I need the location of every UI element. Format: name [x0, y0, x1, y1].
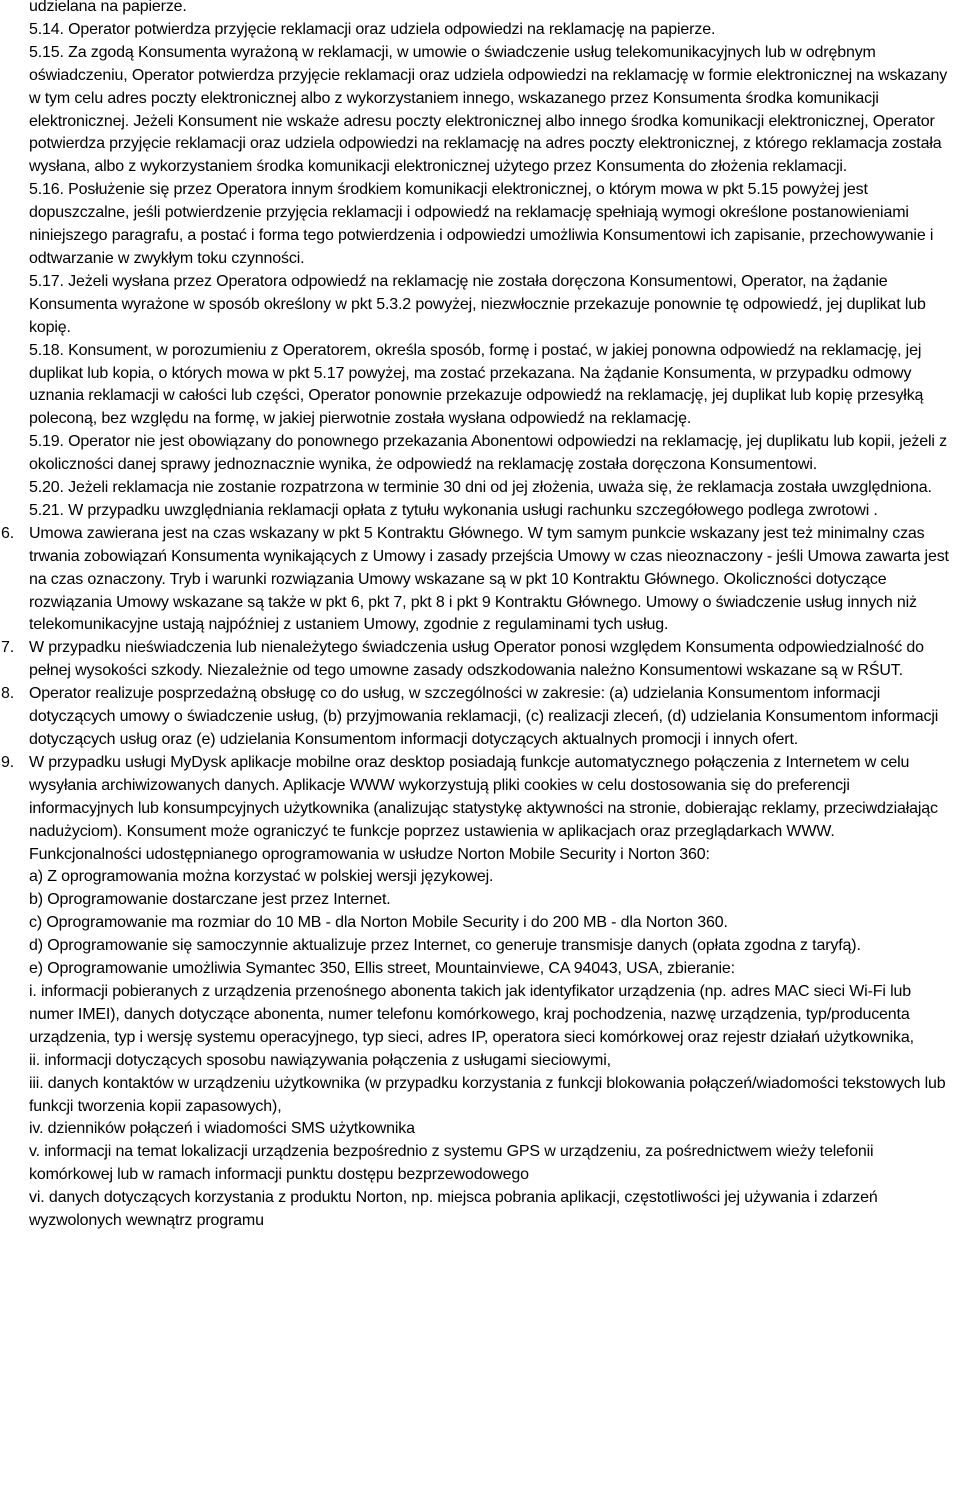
- norton-point-v: v. informacji na temat lokalizacji urządzenia bezpośrednio z systemu GPS w urządzeniu, za pośrednictwem wieży telefonii komórkowej lub w ramach informacji punktu dostępu bezprzewodowego: [29, 1143, 874, 1184]
- norton-point-iii: iii. danych kontaktów w urządzeniu użytkownika (w przypadku korzystania z funkcji blokowania połączeń/wiadomości tekstowych lub funkcji tworzenia kopii zapasowych),: [29, 1074, 946, 1115]
- list-item-8: [0, 683, 958, 752]
- norton-point-vi: vi. danych dotyczących korzystania z produktu Norton, np. miejsca pobrania aplikacji, częstotliwości jej używania i zdarzeń wyzwolonych wewnątrz programu: [29, 1189, 878, 1230]
- norton-point-c: c) Oprogramowanie ma rozmiar do 10 MB - dla Norton Mobile Security i do 200 MB - dla Norton 360.: [29, 914, 728, 932]
- clause-5-18: 5.18. Konsument, w porozumieniu z Operatorem, określa sposób, formę i postać, w jakiej ponowna odpowiedź na reklamację, jej duplikat lub kopia, o których mowa w pkt 5.17 powyżej, ma zostać przekazana. Na żądanie Konsumenta, w przypadku odmowy uznania reklamacji w całości lub części, Operator ponownie przekazuje odpowiedź na reklamację, jej duplikat lub kopię przesyłką poleconą, bez względu na formę, w jakiej pierwotnie została wysłana odpowiedź na reklamację.: [29, 341, 924, 428]
- list-item-body: [29, 683, 958, 752]
- clause-5-16: 5.16. Posłużenie się przez Operatora innym środkiem komunikacji elektronicznej, o którym mowa w pkt 5.15 powyżej jest dopuszczalne, jeśli potwierdzenie przyjęcia reklamacji i odpowiedź na reklamację spełniają wymogi określone postanowieniami niniejszego paragrafu, a postać i forma tego potwierdzenia i odpowiedzi umożliwia Konsumentowi ich zapisanie, przechowywanie i odtwarzanie w zwykłym toku czynności.: [29, 181, 934, 267]
- list-item-body: [29, 752, 958, 1233]
- norton-point-ii: ii. informacji dotyczących sposobu nawiązywania połączenia z usługami sieciowymi,: [29, 1051, 611, 1069]
- list-item-9: [0, 752, 958, 1233]
- list-item-number: 7.: [1, 639, 15, 657]
- clause-5-14: 5.14. Operator potwierdza przyjęcie reklamacji oraz udziela odpowiedzi na reklamację na papierze.: [29, 20, 716, 38]
- list-item-number: 9.: [1, 753, 15, 771]
- paragraph: Umowa zawierana jest na czas wskazany w pkt 5 Kontraktu Głównego. W tym samym punkcie wskazany jest też minimalny czas trwania zobowiązań Konsumenta wynikających z Umowy i zasady przejścia Umowy w czas nieoznaczony - jeśli Umowa zawarta jest na czas oznaczony. Tryb i warunki rozwiązania Umowy wskazane są w pkt 10 Kontraktu Głównego. Okoliczności dotyczące rozwiązania Umowy wskazane są także w pkt 6, pkt 7, pkt 8 i pkt 9 Kontraktu Głównego. Umowy o świadczenie usług innych niż telekomunikacyjne ustają najpóźniej z ustaniem Umowy, zgodnie z regulaminami tych usług.: [29, 524, 949, 634]
- clause-5-15: 5.15. Za zgodą Konsumenta wyrażoną w reklamacji, w umowie o świadczenie usług telekomunikacyjnych lub w odrębnym oświadczeniu, Operator potwierdza przyjęcie reklamacji oraz udziela odpowiedzi na reklamację w formie elektronicznej na wskazany w tym celu adres poczty elektronicznej albo z wykorzystaniem innego, wskazanego przez Konsumenta środka komunikacji elektronicznej. Jeżeli Konsument nie wskaże adresu poczty elektronicznej albo innego środka komunikacji elektronicznej, Operator potwierdza przyjęcie reklamacji oraz udziela odpowiedzi na reklamację na adres poczty elektronicznej, z którego reklamacja została wysłana, albo z wykorzystaniem środka komunikacji elektronicznej użytego przez Konsumenta do złożenia reklamacji.: [29, 43, 948, 176]
- list-item-7: [0, 637, 958, 683]
- list-item-body: [29, 523, 958, 638]
- norton-point-e: e) Oprogramowanie umożliwia Symantec 350, Ellis street, Mountainviewe, CA 94043, USA, zbieranie:: [29, 960, 735, 978]
- lead-text: udzielana na papierze.: [29, 0, 187, 15]
- list-item-body: [29, 637, 958, 683]
- norton-point-a: a) Z oprogramowania można korzystać w polskiej wersji językowej.: [29, 868, 494, 886]
- norton-point-b: b) Oprogramowanie dostarczane jest przez Internet.: [29, 891, 391, 909]
- clause-5-20: 5.20. Jeżeli reklamacja nie zostanie rozpatrzona w terminie 30 dni od jej złożenia, uważa się, że reklamacja została uwzględniona.: [29, 479, 932, 497]
- list-item-6: [0, 523, 958, 638]
- norton-point-d: d) Oprogramowanie się samoczynnie aktualizuje przez Internet, co generuje transmisje danych (opłata zgodna z taryfą).: [29, 937, 861, 955]
- norton-point-iv: iv. dzienników połączeń i wiadomości SMS użytkownika: [29, 1120, 415, 1138]
- norton-heading: Funkcjonalności udostępnianego oprogramowania w usłudze Norton Mobile Security i Norton 360:: [29, 845, 710, 863]
- clause-5-21: 5.21. W przypadku uwzględniania reklamacji opłata z tytułu wykonania usługi rachunku szczegółowego podlega zwrotowi .: [29, 501, 878, 519]
- clause-5-19: 5.19. Operator nie jest obowiązany do ponownego przekazania Abonentowi odpowiedzi na reklamację, jej duplikatu lub kopii, jeżeli z okoliczności danej sprawy jednoznacznie wynika, że odpowiedź na reklamację została doręczona Konsumentowi.: [29, 433, 947, 474]
- paragraph: W przypadku usługi MyDysk aplikacje mobilne oraz desktop posiadają funkcje automatycznego połączenia z Internetem w celu wysyłania archiwizowanych danych. Aplikacje WWW wykorzystują pliki cookies w celu dostosowania się do preferencji informacyjnych lub konsumpcyjnych użytkownika (analizując statystykę aktywności na stronie, dobierając reklamy, przeciwdziałając nadużyciom). Konsument może ograniczyć te funkcje poprzez ustawienia w aplikacjach oraz przeglądarkach WWW.: [29, 753, 938, 840]
- norton-point-i: i. informacji pobieranych z urządzenia przenośnego abonenta takich jak identyfikator urządzenia (np. adres MAC sieci Wi-Fi lub numer IMEI), danych dotyczące abonenta, numer telefonu komórkowego, kraj pochodzenia, nazwę urządzenia, typ/producenta urządzenia, typ i wersję systemu operacyjnego, typ sieci, adres IP, operatora sieci komórkowej oraz rejestr działań użytkownika,: [29, 982, 914, 1046]
- clause-5-17: 5.17. Jeżeli wysłana przez Operatora odpowiedź na reklamację nie została doręczona Konsumentowi, Operator, na żądanie Konsumenta wyrażone w sposób określony w pkt 5.3.2 powyżej, niezwłocznie przekazuje ponownie tę odpowiedź, jej duplikat lub kopię.: [29, 272, 926, 336]
- list-item-number: 6.: [1, 524, 15, 542]
- list-item-number: 8.: [1, 685, 15, 703]
- paragraph: Operator realizuje posprzedażną obsługę co do usług, w szczególności w zakresie: (a) udzielania Konsumentom informacji dotyczących umowy o świadczenie usług, (b) przyjmowania reklamacji, (c) realizacji zleceń, (d) udzielania Konsumentom informacji dotyczących usług oraz (e) udzielania Konsumentom informacji dotyczących aktualnych promocji i innych ofert.: [29, 685, 939, 748]
- paragraph: W przypadku nieświadczenia lub nienależytego świadczenia usług Operator ponosi względem Konsumenta odpowiedzialność do pełnej wysokości szkody. Niezależnie od tego umowne zasady odszkodowania należno Konsumentowi wskazane są w RŚUT.: [29, 639, 924, 680]
